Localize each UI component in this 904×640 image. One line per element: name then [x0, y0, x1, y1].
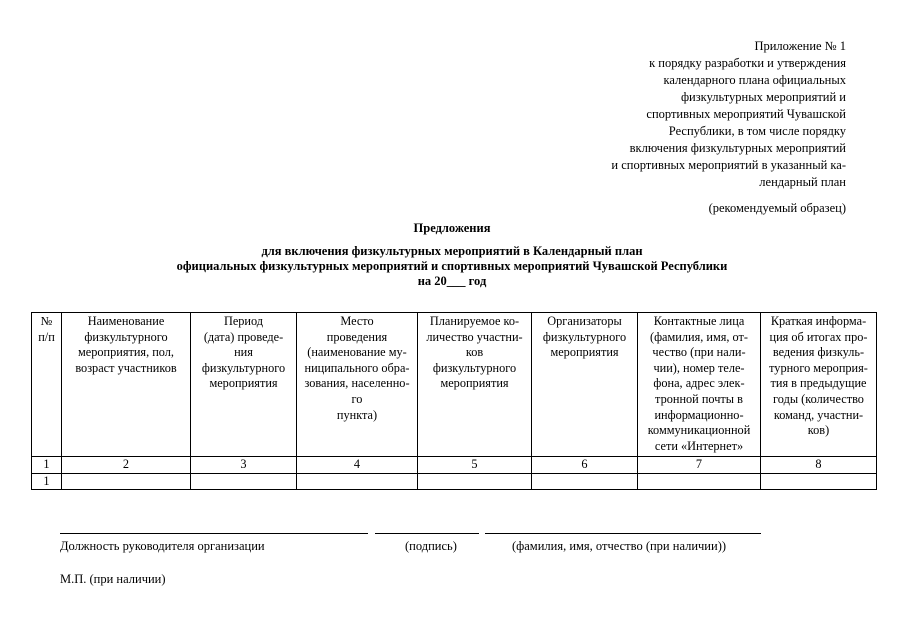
name-signature-line: [485, 533, 761, 534]
appendix-line: лендарный план: [759, 175, 846, 189]
header-number: [32, 313, 62, 457]
appendix-line: Приложение № 1: [754, 39, 846, 53]
document-subtitle: [0, 244, 904, 289]
header-text: Период (дата) проведе- ния физкультурного мероприятия: [201, 314, 286, 391]
column-number-cell: 5: [418, 457, 532, 474]
header-contacts: [638, 313, 761, 457]
header-period: [191, 313, 297, 457]
column-number-cell: 2: [62, 457, 191, 474]
table-cell: 1: [32, 473, 62, 490]
table-row: [32, 473, 877, 490]
column-number-cell: 1: [32, 457, 62, 474]
signature-label: (подпись): [405, 539, 457, 553]
table-cell: [191, 473, 297, 490]
header-participants: [418, 313, 532, 457]
header-event-name: [62, 313, 191, 457]
column-number-cell: 4: [297, 457, 418, 474]
appendix-block: [546, 38, 846, 191]
column-number-cell: 8: [761, 457, 877, 474]
appendix-line: спортивных мероприятий Чувашской: [646, 107, 846, 121]
appendix-line: и спортивных мероприятий в указанный ка-: [611, 158, 846, 172]
column-number-cell: 7: [638, 457, 761, 474]
header-venue: [297, 313, 418, 457]
name-label: (фамилия, имя, отчество (при наличии)): [512, 539, 727, 553]
header-organizers: [532, 313, 638, 457]
header-text: № п/п: [38, 314, 55, 344]
table-cell: [297, 473, 418, 490]
header-text: Наименование физкультурного мероприятия, пол, возраст участников: [75, 314, 177, 375]
appendix-line: календарного плана официальных: [663, 73, 846, 87]
column-number-cell: 3: [191, 457, 297, 474]
signature-line: [375, 533, 479, 534]
stamp-note: М.П. (при наличии): [60, 572, 166, 586]
subtitle-line: на 20___ год: [417, 274, 487, 288]
column-number-cell: 6: [532, 457, 638, 474]
table-cell: [638, 473, 761, 490]
table-header-row: [32, 313, 877, 457]
header-text: Краткая информа- ция об итогах про- ведения физкуль- турного мероприя- тия в предыдущие годы (количество команд, участни- ков): [769, 314, 868, 438]
table-cell: [532, 473, 638, 490]
appendix-line: физкультурных мероприятий и: [680, 90, 846, 104]
column-number-row: [32, 457, 877, 474]
sample-note: (рекомендуемый образец): [708, 201, 846, 215]
table-cell: [761, 473, 877, 490]
header-text: Планируемое ко- личество участни- ков физкультурного мероприятия: [426, 314, 523, 391]
appendix-line: включения физкультурных мероприятий: [629, 141, 846, 155]
position-signature-line: [60, 533, 368, 534]
header-text: Место проведения (наименование му- ниципального обра- зования, населенно- го пункта): [304, 314, 410, 422]
appendix-line: Республики, в том числе порядку: [668, 124, 846, 138]
position-label: Должность руководителя организации: [60, 539, 265, 553]
subtitle-line: для включения физкультурных мероприятий в Календарный план: [261, 244, 643, 258]
header-text: Организаторы физкультурного мероприятия: [542, 314, 627, 360]
document-title: Предложения: [413, 221, 491, 235]
appendix-line: к порядку разработки и утверждения: [649, 56, 846, 70]
header-text: Контактные лица (фамилия, имя, от- чество (при нали- чии), номер теле- фона, адрес элек- тронной почты в информационно- коммуникационной сети «Интернет»: [647, 314, 751, 453]
table-cell: [418, 473, 532, 490]
table-cell: [62, 473, 191, 490]
header-results: [761, 313, 877, 457]
subtitle-line: официальных физкультурных мероприятий и спортивных мероприятий Чувашской Республики: [176, 259, 728, 273]
proposals-table: [31, 312, 877, 490]
